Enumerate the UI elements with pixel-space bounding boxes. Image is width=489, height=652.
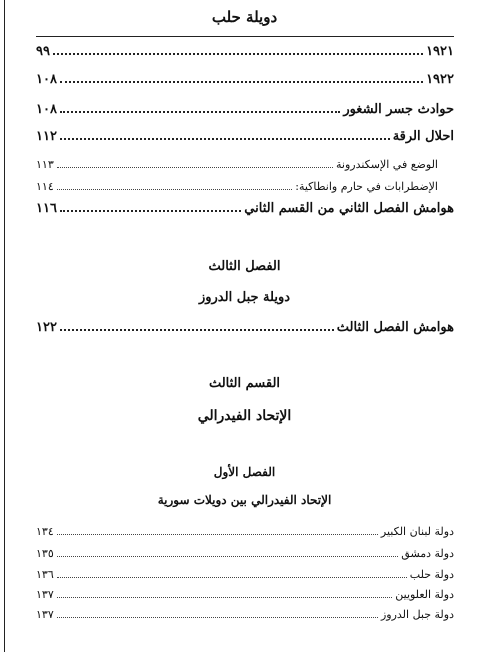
toc-entry-raqqa[interactable] bbox=[36, 126, 454, 144]
toc-entry-alawites[interactable] bbox=[36, 585, 454, 601]
toc-leader bbox=[57, 597, 393, 598]
toc-entry-1921[interactable] bbox=[36, 41, 454, 59]
toc-page: ١٣٧ bbox=[36, 608, 54, 621]
toc-title: ١٩٢١ bbox=[426, 44, 454, 59]
toc-entry-aleppo-state[interactable] bbox=[36, 565, 454, 581]
toc-entry-alexandretta[interactable] bbox=[36, 155, 438, 171]
toc-page: ١١٦ bbox=[36, 201, 57, 216]
toc-entry-notes-chapter-2[interactable] bbox=[36, 198, 454, 216]
toc-leader bbox=[60, 81, 423, 83]
toc-page: ٩٩ bbox=[36, 44, 50, 59]
toc-page: ١١٣ bbox=[36, 158, 54, 171]
toc-page: ١١٢ bbox=[36, 129, 57, 144]
toc-leader bbox=[57, 617, 378, 618]
toc-entry-1922[interactable] bbox=[36, 69, 454, 87]
toc-leader bbox=[60, 111, 340, 113]
toc-page: ١٣٤ bbox=[36, 525, 54, 538]
toc-leader bbox=[60, 210, 241, 212]
toc-title: دولة العلويين bbox=[395, 588, 454, 601]
chapter-1-heading: الفصل الأول bbox=[213, 465, 276, 479]
toc-leader bbox=[57, 189, 293, 190]
toc-page: ١٣٦ bbox=[36, 568, 54, 581]
page-edge-line bbox=[4, 0, 5, 652]
toc-page: ١٢٢ bbox=[36, 320, 57, 335]
chapter-3-subheading: دويلة جبل الدروز bbox=[198, 290, 291, 305]
toc-leader bbox=[57, 556, 399, 557]
toc-entry-harem-antioch[interactable] bbox=[36, 177, 438, 193]
toc-leader bbox=[57, 577, 407, 578]
toc-title: دولة حلب bbox=[409, 568, 454, 581]
toc-title: دولة لبنان الكبير bbox=[380, 525, 454, 538]
toc-title: الإضطرابات في حارم وانطاكية: bbox=[295, 180, 438, 193]
toc-page: ١٠٨ bbox=[36, 102, 57, 117]
chapter-1-subheading: الإتحاد الفيدرالي بين دويلات سورية bbox=[157, 493, 332, 507]
toc-title: احلال الرقة bbox=[392, 129, 454, 144]
toc-leader bbox=[57, 167, 333, 168]
toc-title: هوامش الفصل الثاني من القسم الثاني bbox=[244, 201, 454, 216]
toc-entry-damascus[interactable] bbox=[36, 544, 454, 560]
toc-page: ١١٤ bbox=[36, 180, 54, 193]
chapter-3-heading: الفصل الثالث bbox=[208, 259, 281, 274]
part-3-subheading: الإتحاد الفيدرالي bbox=[197, 408, 292, 424]
toc-page: ١٣٥ bbox=[36, 547, 54, 560]
toc-leader bbox=[60, 138, 390, 140]
toc-leader bbox=[53, 53, 423, 55]
toc-page: ١٣٧ bbox=[36, 588, 54, 601]
toc-title: دولة جبل الدروز bbox=[380, 608, 454, 621]
toc-title: الوضع في الإسكندرونة bbox=[335, 158, 438, 171]
part-3-heading: القسم الثالث bbox=[208, 376, 281, 391]
toc-leader bbox=[57, 534, 378, 535]
toc-title: هوامش الفصل الثالث bbox=[336, 320, 454, 335]
toc-entry-jisr-al-shughur[interactable] bbox=[36, 99, 454, 117]
toc-title: حوادث جسر الشغور bbox=[343, 102, 454, 117]
section-heading-aleppo: دويلة حلب bbox=[211, 8, 278, 26]
heading-rule bbox=[36, 36, 454, 37]
toc-leader bbox=[60, 329, 334, 331]
toc-entry-greater-lebanon[interactable] bbox=[36, 522, 454, 538]
toc-entry-jabal-druze[interactable] bbox=[36, 605, 454, 621]
toc-page: ١٠٨ bbox=[36, 72, 57, 87]
toc-entry-notes-chapter-3[interactable] bbox=[36, 317, 454, 335]
toc-title: دولة دمشق bbox=[401, 547, 454, 560]
toc-title: ١٩٢٢ bbox=[426, 72, 454, 87]
